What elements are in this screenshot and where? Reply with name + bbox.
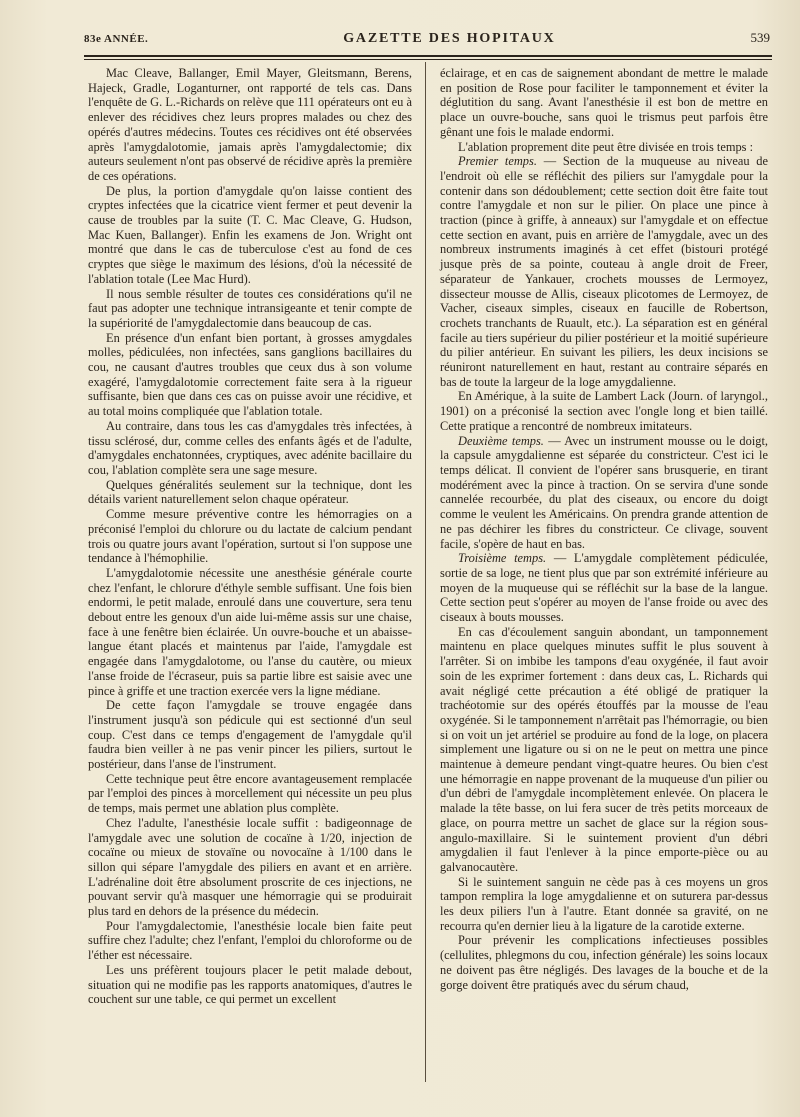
paragraph [440,551,768,625]
section-lead: Troisième temps. [458,551,547,566]
paragraph: L'amygdalotomie nécessite une anesthésie générale courte chez l'enfant, le chlorure d'éthyle semble suffisant. Une fois bien endormi, le petit malade, enroulé dans une couverture, sera tenu debout entre les genoux d'un aide lui-même assis sur une chaise, face à une fenêtre bien éclairée. Un ouvre-bouche et un abaisse-langue étant placés et maintenus par l'aide, l'amygdale est engagée dans l'amygdalotome, ou l'anse du cautère, ou mieux l'anse froide de l'écraseur, puis sa partie libre est saisie avec une pince à griffe et une traction exercée vers la ligne médiane. [88,565,412,698]
paragraph: Les uns préfèrent toujours placer le petit malade debout, situation qui ne modifie pas les rapports anatomiques, d'autres le couchent sur une table, ce qui permet un excellent [88,962,412,1007]
paragraph-text: — L'amygdale complètement pédiculée, sortie de sa loge, ne tient plus que par son extrémité inférieure au moyen de la muqueuse qui se réfléchit sur la base de la langue. Cette section peut s'opérer au moyen de l'anse froide ou avec des ciseaux à bouts mousses. [440,551,768,625]
paragraph-text: — Avec un instrument mousse ou le doigt, la capsule amygdalienne est séparée du constricteur. C'est ici le temps délicat. Il convient de l'opérer sans brusquerie, en tirant modérément avec la pince à traction. On se servira d'une sonde cannelée recourbée, du plat des ciseaux, ou encore du doigt comme le veulent les Américains. On prendra grande attention de ne pas déchirer les fibres du constricteur. Ce clivage, souvent facile, s'opère de haut en bas. [440,433,768,551]
paragraph: Comme mesure préventive contre les hémorragies on a préconisé l'emploi du chlorure ou du lactate de calcium pendant trois ou quatre jours avant l'opération, surtout si l'on suppose une tendance à l'hémophilie. [88,507,412,566]
paragraph [440,933,768,992]
page-number: 539 [750,30,770,45]
header-rule [84,55,772,57]
paragraph [440,154,768,389]
paragraph: De cette façon l'amygdale se trouve engagée dans l'instrument jusqu'à son pédicule qui est sectionné d'un seul coup. C'est dans ce temps d'engagement de l'amygdale qu'il faudra bien veiller à ne pas venir pincer les piliers, surtout le postérieur, dans l'anse de l'instrument. [88,698,412,772]
header-rule-thin [84,59,772,60]
paragraph: Cette technique peut être encore avantageusement remplacée par l'emploi des pinces à morcellement qui nécessite un peu plus de temps, mais permet une ablation plus complète. [88,771,412,816]
paragraph [440,66,768,140]
paragraph-text: En cas d'écoulement sanguin abondant, un tamponnement maintenu en place quelques minutes suffit le plus souvent à l'arrêter. Si on imbibe les tampons d'eau oxygénée, il faut avoir soin de les exprimer fortement : dans deux cas, L. Richards qui avait négligé cette précaution a été obligé de pratiquer la trachéotomie sur des opérés étouffés par la mousse de l'eau oxygénée. Si le tamponnement n'arrêtait pas l'hémorragie, ou bien si on voit un jet artériel se produire au fond de la loge, on placera simplement une ligature ou si on ne le peut on mettra une pince maintenue à demeure pendant vingt-quatre heures. Ou bien c'est une hémorragie en nappe provenant de la muqueuse d'un pilier ou d'un débri de l'amygdale incomplètement enlevée. On placera le malade la tête basse, on lui fera sucer de très petits morceaux de glace, on pourra mettre un sachet de glace sur la région sous-angulo-maxillaire. Si le suintement provient d'un débri amygdalien il faut l'enlever à la pince emporte-pièce ou au galvanocautère. [440,624,768,874]
page-header [84,30,770,52]
paragraph [440,625,768,875]
journal-title: GAZETTE DES HOPITAUX [343,31,556,46]
paragraph [440,140,768,155]
paragraph: En présence d'un enfant bien portant, à grosses amygdales molles, pédiculées, non infectées, sans ganglions bacillaires du cou, ne causant d'autres troubles que ceux dus à son volume exagéré, l'amygdalotomie correctement faite sera à la rigueur suffisante, bien que dans ces cas on puisse avoir une récidive, et au total moins compliquée que l'ablation totale. [88,330,412,419]
section-lead: Deuxième temps. [458,433,544,448]
section-lead: Premier temps. [458,154,537,169]
paragraph-text: L'ablation proprement dite peut être divisée en trois temps : [458,139,754,154]
paragraph-text: éclairage, et en cas de saignement abondant de mettre le malade en position de Rose pour faciliter le tamponnement et éviter la déglutition du sang. Avant l'anesthésie il est bon de mettre en place un ouvre-bouche, sans quoi le trismus peut parfois être gênant une fois le malade endormi. [440,66,768,139]
paragraph [440,434,768,552]
paragraph [440,389,768,433]
paragraph-text: — Section de la muqueuse au niveau de l'endroit où elle se réfléchit des piliers sur l'amygdale pour la contenir dans son dédoublement; cette section doit être faite tout contre l'amygdale et non sur le pilier. On place une pince à traction (pince à griffe, à anneaux) sur l'amygdale et on effectue cette section en avant, puis en arrière de l'amygdale, avec un des nombreux instruments imaginés à cet effet (bistouri protégé jusque près de sa pointe, couteau à angle droit de Freer, séparateur de Yankauer, crochets mousses de Lermoyez, dissecteur mousse de Allis, ciseaux plicotomes de Lermoyez, de Vacher, ciseaux simples, ciseaux en faucille de Robertson, crochets tranchants de Ruault, etc.). La séparation est en général facile au tiers supérieur du pilier postérieur et la moitié supérieure du pilier antérieur. En suivant les piliers, les deux incisions se réuniront naturellement en haut, restant au contraire séparés en bas de toute la largeur de la loge amygdalienne. [440,154,769,389]
paragraph-text: En Amérique, à la suite de Lambert Lack (Journ. of laryngol., 1901) on a préconisé la section avec l'ongle long et bien taillé. Cette pratique a rencontré de nombreux imitateurs. [440,389,768,433]
column-divider [425,62,426,1082]
edition-label: 83e ANNÉE. [84,33,149,45]
paragraph [440,875,768,934]
right-column [440,66,768,992]
paragraph: Chez l'adulte, l'anesthésie locale suffit : badigeonnage de l'amygdale avec une solution de cocaïne à 1/20, injection de cocaïne ou mieux de stovaïne ou novocaïne à 1/100 dans le sillon qui sépare l'amygdale des piliers en avant et en arrière. L'adrénaline doit être absolument proscrite de ces injections, ne pouvant servir qu'à masquer une hémorragie qui se produirait plus tard en dehors de la présence du médecin. [88,815,412,919]
paragraph: Pour l'amygdalectomie, l'anesthésie locale bien faite peut suffire chez l'adulte; chez l'enfant, l'emploi du chloroforme ou de l'éther est nécessaire. [88,918,412,963]
paragraph: Il nous semble résulter de toutes ces considérations qu'il ne faut pas adopter une technique intransigeante et tenir compte de la supériorité de l'amygdalectomie dans beaucoup de cas. [88,286,412,330]
paragraph-text: Si le suintement sanguin ne cède pas à ces moyens un gros tampon remplira la loge amygdalienne et on suturera par-dessus les deux piliers l'un à l'autre. Etant donnée sa gravité, on ne recourra qu'en dernier lieu à la ligature de la carotide externe. [440,874,768,933]
paragraph: Quelques généralités seulement sur la technique, dont les détails varient naturellement selon chaque opérateur. [88,477,412,507]
paragraph-text: Pour prévenir les complications infectieuses possibles (cellulites, phlegmons du cou, infection générale) les soins locaux ne doivent pas être négligés. Des lavages de la bouche et de la gorge doivent être pratiqués avec du sérum chaud, [440,933,768,992]
paragraph: Mac Cleave, Ballanger, Emil Mayer, Gleitsmann, Berens, Hajeck, Gradle, Loganturner, ont rapporté de tels cas. Dans l'enquête de G. L.-Richards on relève que 111 opérateurs ont eu à enlever des récidives chez leurs propres malades ou chez des opérés d'autres médecins. Toutes ces récidives ont été observées après l'amygdalotomie, jamais après l'amygdalectomie; dix auteurs seulement n'ont pas observé de récidive après la première de ces opérations. [88,66,412,183]
left-column [88,66,412,1007]
paragraph: Au contraire, dans tous les cas d'amygdales très infectées, à tissu sclérosé, dur, comme celles des enfants âgés et de l'adulte, d'amygdales enchatonnées, cryptiques, avec adénite bacillaire du cou, l'ablation complète sera une sage mesure. [88,418,412,477]
paragraph: De plus, la portion d'amygdale qu'on laisse contient des cryptes infectées que la cicatrice vient fermer et peut devenir la cause de troubles par la suite (T. C. Mac Cleave, G. Hudson, Mac Kuen, Ballanger). Enfin les examens de Jon. Wright ont montré que dans le cas de tuberculose c'est au fond de ces cryptes que siège le maximum des lésions, d'où la nécessité de l'ablation totale (Lee Mac Hurd). [88,183,412,286]
